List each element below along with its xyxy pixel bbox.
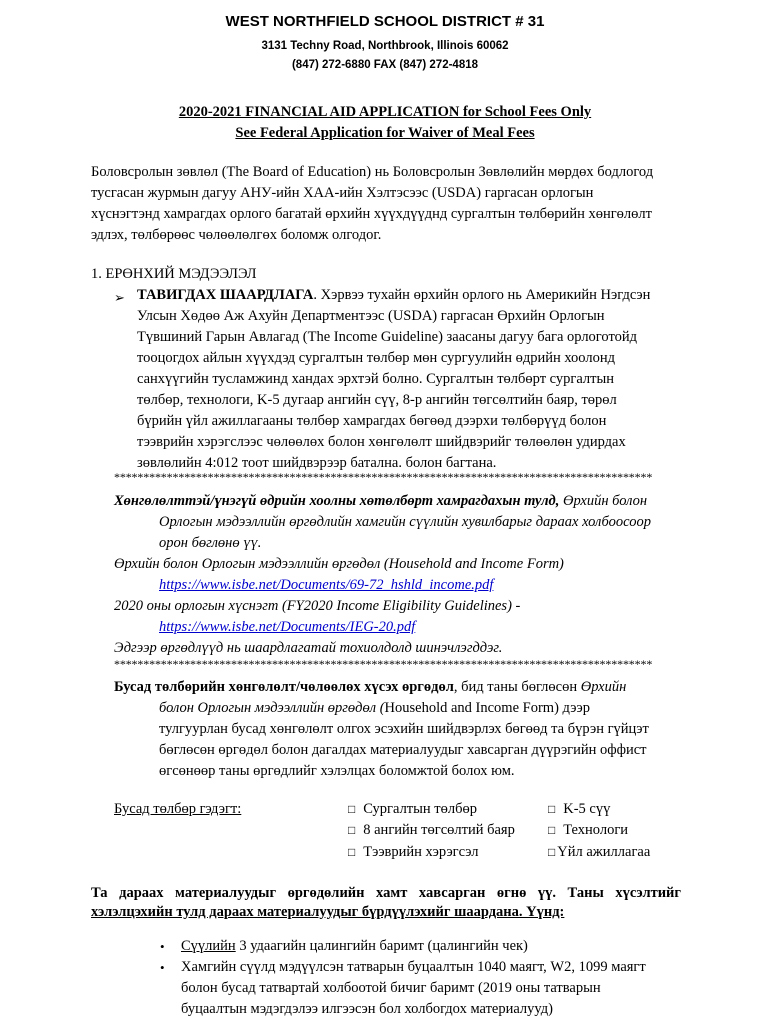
other-fees-label: Бусад төлбөр гэдэгт: (114, 801, 242, 817)
requirements-paragraph (137, 285, 697, 474)
intro-line: тусгасан журмын дагуу АНУ-ийн ХАА-ийн Хэлтэсээс (USDA) гаргасан орлогын (91, 185, 594, 201)
fee-label: Үйл ажиллагаа (557, 844, 651, 860)
other-fees-lead: Бусад төлбөрийн хөнгөлөлт/чөлөөлөх хүсэх өргөдөл (114, 679, 454, 695)
form-title: 2020-2021 FINANCIAL AID APPLICATION for School Fees Only (178, 104, 592, 120)
requirements-line: тооцогдох айлын хүүхдэд сургалтын төлбөр мөн сургуулийн өдрийн хоолонд (137, 350, 615, 366)
income-guidelines-link[interactable]: https://www.isbe.net/Documents/IEG-20.pdf (159, 619, 416, 635)
district-phone-fax: (847) 272-6880 FAX (847) 272-4818 (291, 59, 479, 71)
other-fees-line: тулгуурлан бусад хөнгөлөлт олгох эсэхийн шийдвэрлэх бөгөөд та бүрэн гүйцэт (159, 721, 649, 737)
requirements-line: . Хэрвээ тухайн өрхийн орлого нь Америкийн Нэгдсэн (313, 287, 651, 303)
materials-item-line: болон бусад татвартай холбоотой бичиг баримт (2019 оны татварын (181, 980, 601, 996)
star-divider: ******************************************************************************************** (114, 470, 653, 484)
meal-program-text: Өрхийн болон (559, 493, 648, 509)
bullet-icon: • (160, 939, 165, 954)
requirements-line: Түвшиний Гарын Авлагад (The Income Guideline) заасаны дагуу бага орлоготойд (137, 329, 637, 345)
household-form-label: Өрхийн болон Орлогын мэдээллийн өргөдөл (Household and Income Form) (114, 556, 564, 572)
fee-label: Сургалтын төлбөр (363, 801, 477, 817)
household-form-link[interactable]: https://www.isbe.net/Documents/69-72_hshld_income.pdf (159, 577, 494, 593)
district-address: 3131 Techny Road, Northbrook, Illinois 60062 (261, 40, 509, 52)
bullet-icon: • (160, 960, 165, 975)
materials-item-paystubs (181, 936, 681, 957)
checkbox-icon[interactable]: □ (548, 802, 556, 816)
other-fees-text: , бид таны бөглөсөн (453, 679, 578, 695)
intro-paragraph (91, 162, 691, 246)
other-fees-block (114, 677, 704, 782)
arrow-bullet-icon: ➢ (114, 290, 125, 305)
fee-label: Тээврийн хэрэгсэл (363, 844, 479, 860)
requirements-line: төлбөр, технологи, K-5 дугаар ангийн сүү, 8-р ангийн төгсөлтийн баяр, төрөл (137, 392, 617, 408)
form-subtitle: See Federal Application for Waiver of Meal Fees (235, 125, 535, 141)
other-fees-italic: Өрхийн (577, 679, 627, 695)
materials-item-tax (181, 957, 681, 1020)
materials-heading-text: хэлэлцэхийн тулд дараах материалуудыг бүрдүүлэхийг шаардана. Үүнд: (91, 904, 565, 920)
fee-checkbox-milk[interactable] (548, 799, 610, 820)
checkbox-icon[interactable]: □ (348, 823, 356, 837)
requirements-line: Улсын Хөдөө Аж Ахуйн Департментээс (USDA) гаргасан Өрхийн Орлогын (137, 308, 605, 324)
requirements-line: тээврийн хэрэгслээс чөлөөлөх болон хөнгөлөлт шийдвэрийг төлөөлөн удирдах (137, 434, 626, 450)
materials-item-text: 3 удаагийн цалингийн баримт (цалингийн чек) (235, 938, 528, 954)
checkbox-icon[interactable]: □ (348, 802, 356, 816)
checkbox-icon[interactable]: □ (548, 845, 556, 859)
meal-program-lead: Хөнгөлөлттэй/үнэгүй өдрийн хоолны хөтөлбөрт хамрагдахын тулд, (114, 493, 560, 509)
fee-checkbox-transportation[interactable] (348, 842, 478, 863)
intro-line: Боловсролын зөвлөл (The Board of Education) нь Боловсролын Зөвлөлийн мөрдөх бодлогод (91, 164, 654, 180)
fee-label: K-5 сүү (563, 801, 611, 817)
meal-program-line: Орлогын мэдээллийн өргөдлийн хамгийн сүүлийн хувилбарыг дараах холбоосоор (159, 514, 651, 530)
fee-checkbox-technology[interactable] (548, 820, 628, 841)
materials-item-line: буцаалтын мэдэгдэлээ илгээсэн бол холбогдох материалууд) (181, 1001, 553, 1017)
intro-line: хүснэгтэнд хамрагдах орлого багатай өрхийн хүүхдүүднд сургалтын төлбөрийн хөнгөлөлт (91, 206, 652, 222)
intro-line: эдлэх, төлбөрөөс чөлөөлөлгөх боломж олгодог. (91, 227, 382, 243)
requirements-line: санхүүгийн тусламжинд хандах эрхтэй болно. Сургалтын төлбөрт сургалтын (137, 371, 614, 387)
materials-item-emphasis: Сүүлийн (181, 938, 236, 954)
materials-heading: Та дараах материалуудыг өргөдөлийн хамт хавсарган өгнө үү. Таны хүсэлтийг (91, 885, 681, 901)
district-name: WEST NORTHFIELD SCHOOL DISTRICT # 31 (225, 13, 545, 30)
requirements-line: бүрийн үйл ажиллагааны төлбөр хамрагдах бөгөөд дээрхи төлбөрүүд болон (137, 413, 607, 429)
fee-label: Технологи (563, 822, 629, 838)
checkbox-icon[interactable]: □ (548, 823, 556, 837)
other-fees-italic: болон Орлогын мэдээллийн өргөдөл ( (159, 700, 385, 716)
income-guidelines-label: 2020 оны орлогын хүснэгт (FY2020 Income Eligibility Guidelines) - (114, 598, 521, 614)
requirements-label: ТАВИГДАХ ШААРДЛАГА (137, 287, 314, 303)
forms-update-note: Эдгээр өргөдлүүд нь шаардлагатай тохиолдолд шинэчлэгддэг. (114, 640, 503, 656)
requirements-line: зөвлөлийн 4:012 тоот шийдвэрээр баталнa. болон багтана. (137, 455, 497, 471)
fee-checkbox-tuition[interactable] (348, 799, 477, 820)
materials-heading-line2 (91, 902, 564, 923)
meal-program-line: орон бөглөнө үү. (159, 535, 262, 551)
section-general-info-heading: 1. ЕРӨНХИЙ МЭДЭЭЛЭЛ (91, 266, 257, 282)
checkbox-icon[interactable]: □ (348, 845, 356, 859)
meal-program-block (114, 491, 704, 659)
star-divider: ******************************************************************************************** (114, 657, 653, 671)
fee-label: 8 ангийн төгсөлтий баяр (363, 822, 515, 838)
other-fees-text: Household and Income Form) дээр (384, 700, 590, 716)
materials-item-line: Хамгийн сүүлд мэдүүлсэн татварын буцаалтын 1040 маягт, W2, 1099 маягт (181, 959, 646, 975)
other-fees-line: бөглөсөн өргөдөл болон дагалдах материалуудыг хавсарган дүүрэгийн оффист (159, 742, 647, 758)
fee-checkbox-graduation[interactable] (348, 820, 515, 841)
fee-checkbox-activities[interactable] (548, 842, 650, 863)
other-fees-line: өгсөнөөр таны өргөдлийг хэлэлцах боломжтой болох юм. (159, 763, 515, 779)
